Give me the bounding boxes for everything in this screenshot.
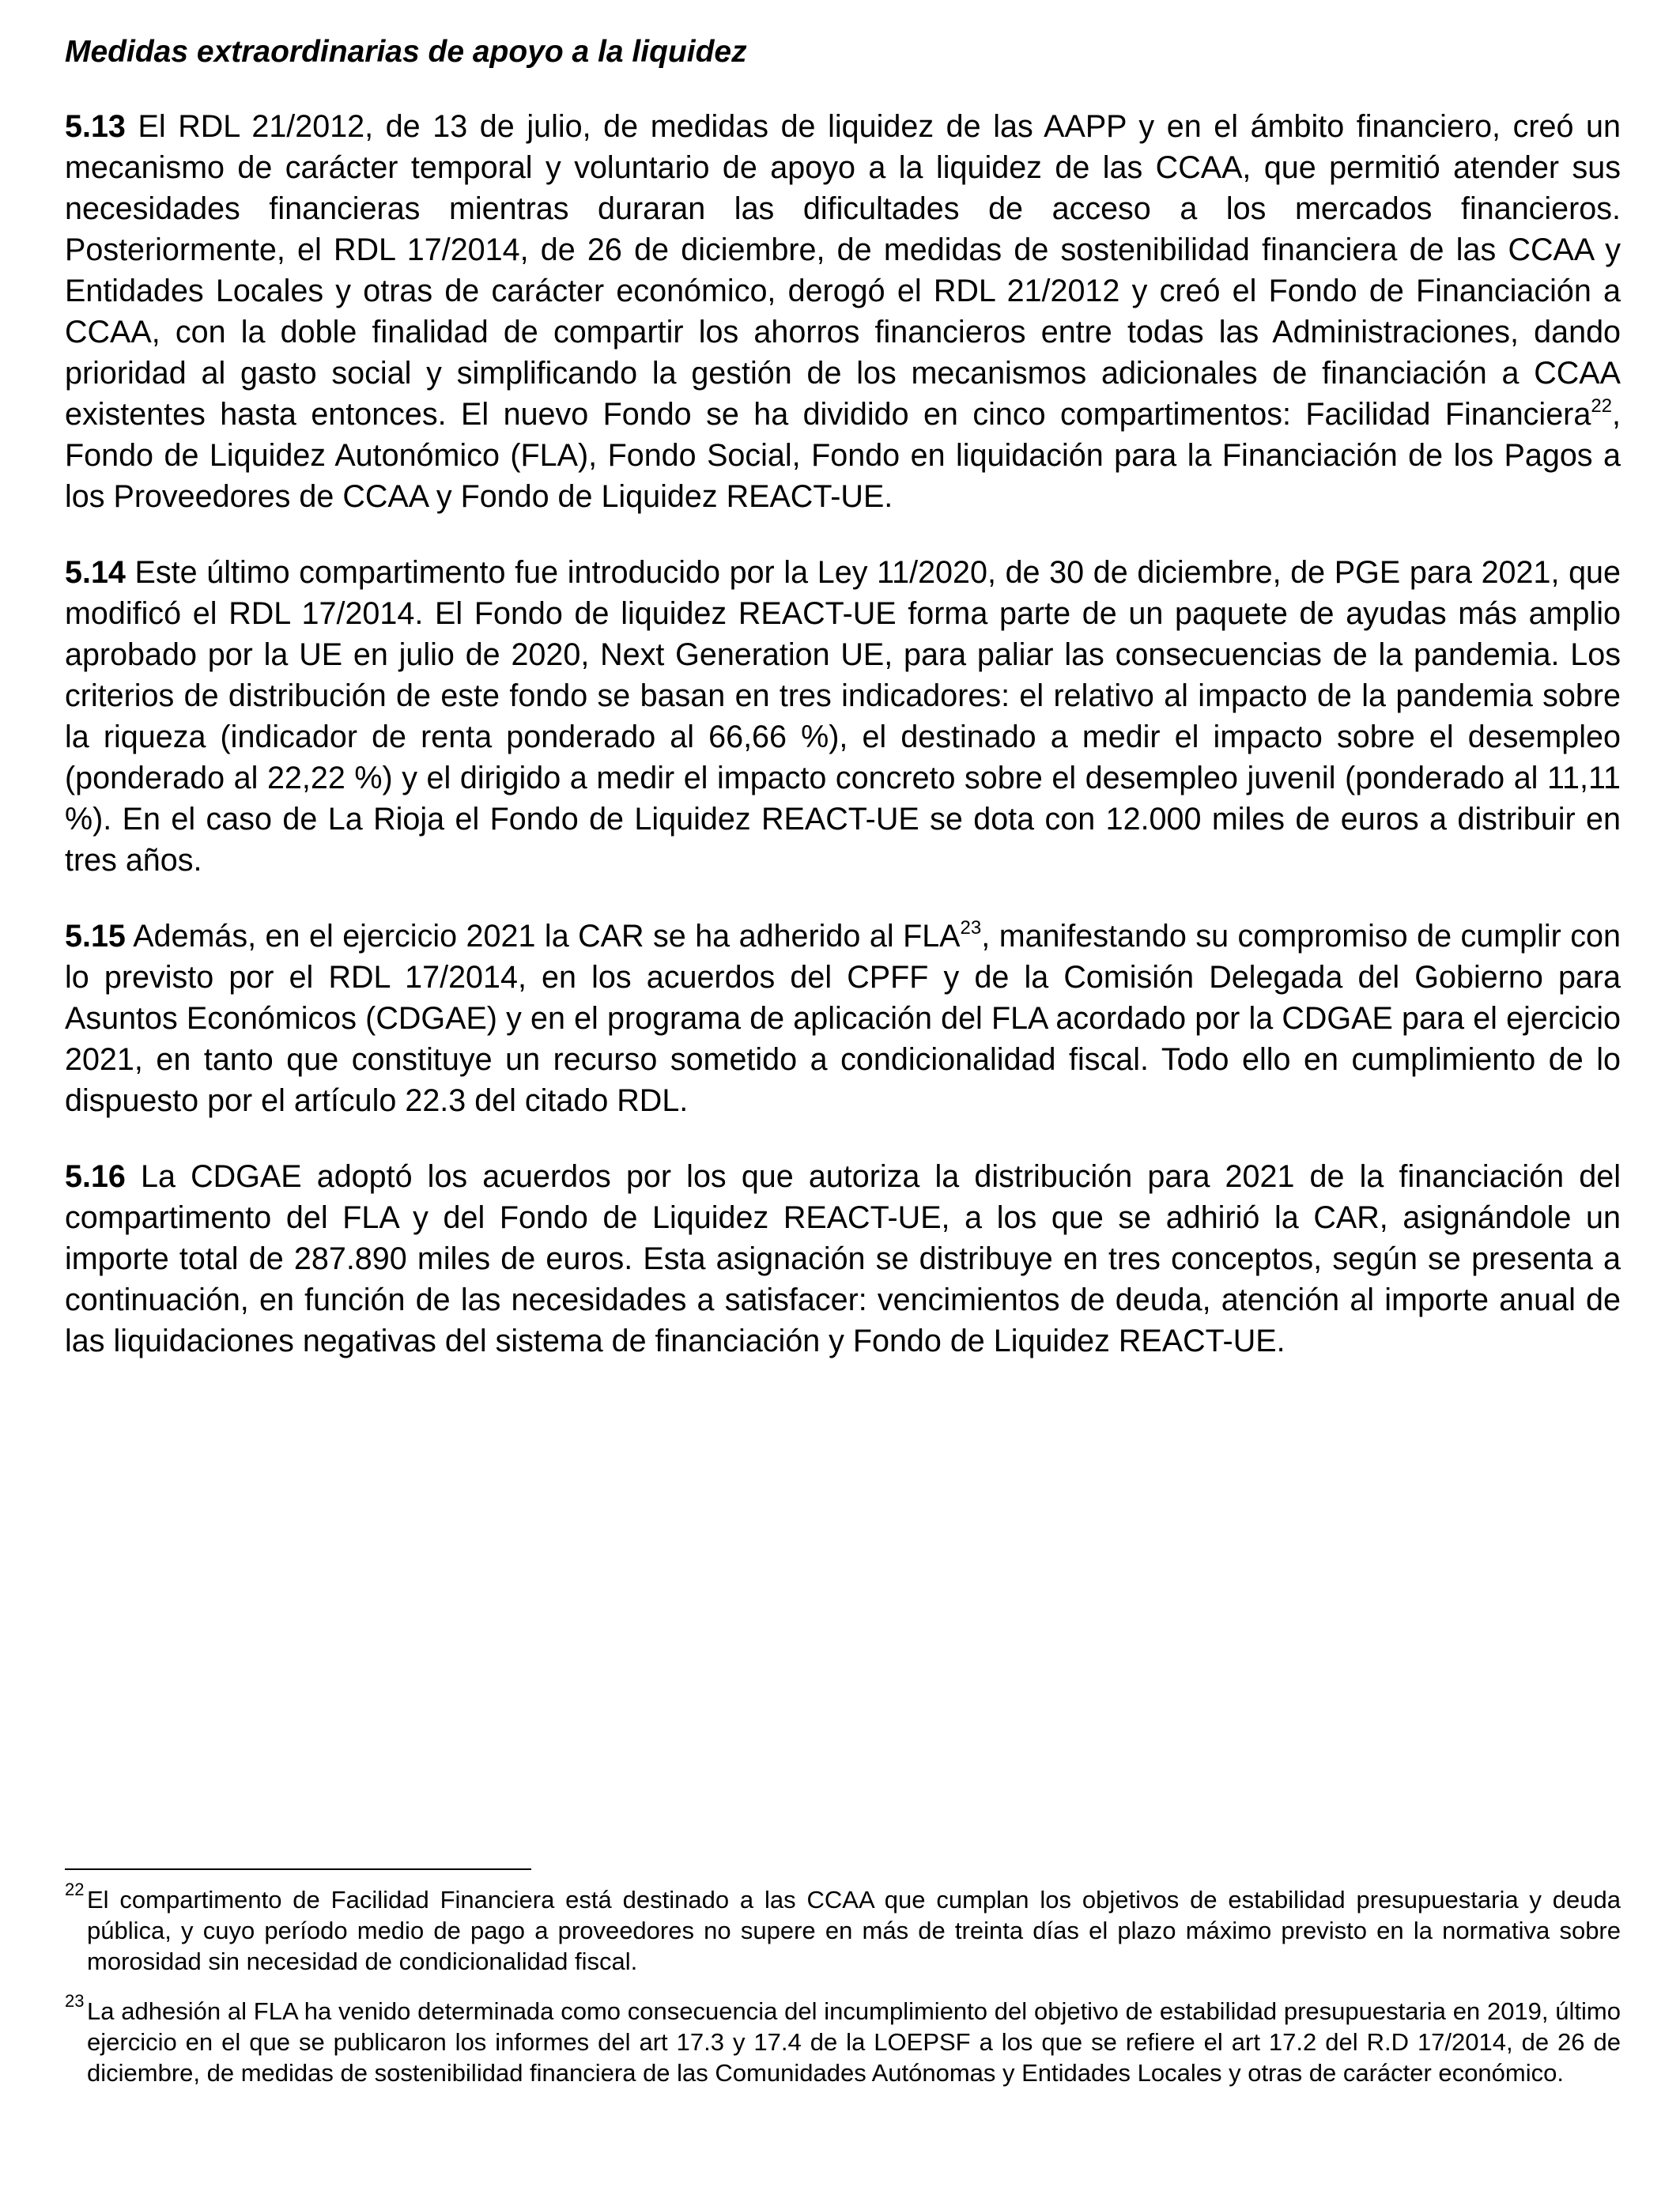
- paragraph-5-16: [65, 1156, 1621, 1362]
- document-page: [65, 32, 1621, 1396]
- paragraph-number: 5.14: [65, 555, 126, 590]
- footnote-mark: 22: [65, 1880, 85, 1899]
- paragraph-text-continued: , manifestando su compromiso de cumplir con lo previsto por el RDL 17/2014, en los acuerdos del CPFF y de la Comisión Delegada del Gobierno para Asuntos Económicos (CDGAE) y en el programa de aplicación del FLA acordado por la CDGAE para el ejercicio 2021, en tanto que constituye un recurso sometido a condicionalidad fiscal. Todo ello en cumplimiento de lo dispuesto por el artículo 22.3 del citado RDL.: [65, 919, 1621, 1118]
- footnote-23: [65, 1991, 1621, 2088]
- paragraph-text: El RDL 21/2012, de 13 de julio, de medidas de liquidez de las AAPP y en el ámbito financiero, creó un mecanismo de carácter temporal y voluntario de apoyo a la liquidez de las CCAA, que permitió atender sus necesidades financieras mientras duraran las dificultades de acceso a los mercados financieros. Posteriormente, el RDL 17/2014, de 26 de diciembre, de medidas de sostenibilidad financiera de las CCAA y Entidades Locales y otras de carácter económico, derogó el RDL 21/2012 y creó el Fondo de Financiación a CCAA, con la doble finalidad de compartir los ahorros financieros entre todas las Administraciones, dando prioridad al gasto social y simplificando la gestión de los mecanismos adicionales de financiación a CCAA existentes hasta entonces. El nuevo Fondo se ha dividido en cinco compartimentos: Facilidad Financiera: [65, 109, 1621, 432]
- footnote-ref-22[interactable]: 22: [1591, 395, 1613, 417]
- footnote-text: El compartimento de Facilidad Financiera está destinado a las CCAA que cumplan los objetivos de estabilidad presupuestaria y deuda pública, y cuyo período medio de pago a proveedores no supere en más de treinta días el plazo máximo previsto en la normativa sobre morosidad sin necesidad de condicionalidad fiscal.: [87, 1886, 1621, 1975]
- paragraph-text-continued: , Fondo de Liquidez Autonómico (FLA), Fondo Social, Fondo en liquidación para la Financiación de los Pagos a los Proveedores de CCAA y Fondo de Liquidez REACT-UE.: [65, 397, 1621, 514]
- paragraph-text: Además, en el ejercicio 2021 la CAR se ha adherido al FLA: [125, 919, 961, 954]
- paragraph-text: Este último compartimento fue introducido por la Ley 11/2020, de 30 de diciembre, de PGE para 2021, que modificó el RDL 17/2014. El Fondo de liquidez REACT-UE forma parte de un paquete de ayudas más amplio aprobado por la UE en julio de 2020, Next Generation UE, para paliar las consecuencias de la pandemia. Los criterios de distribución de este fondo se basan en tres indicadores: el relativo al impacto de la pandemia sobre la riqueza (indicador de renta ponderado al 66,66 %), el destinado a medir el impacto sobre el desempleo (ponderado al 22,22 %) y el dirigido a medir el impacto concreto sobre el desempleo juvenil (ponderado al 11,11 %). En el caso de La Rioja el Fondo de Liquidez REACT-UE se dota con 12.000 miles de euros a distribuir en tres años.: [65, 555, 1621, 878]
- paragraph-text: La CDGAE adoptó los acuerdos por los que autoriza la distribución para 2021 de la financiación del compartimento del FLA y del Fondo de Liquidez REACT-UE, a los que se adhirió la CAR, asignándole un importe total de 287.890 miles de euros. Esta asignación se distribuye en tres conceptos, según se presenta a continuación, en función de las necesidades a satisfacer: vencimientos de deuda, atención al importe anual de las liquidaciones negativas del sistema de financiación y Fondo de Liquidez REACT-UE.: [65, 1159, 1621, 1358]
- paragraph-5-14: [65, 552, 1621, 881]
- paragraph-5-13: [65, 106, 1621, 517]
- paragraph-number: 5.13: [65, 109, 126, 144]
- paragraph-number: 5.16: [65, 1159, 126, 1194]
- footnotes-section: [65, 1868, 1621, 2107]
- footnote-mark: 23: [65, 1991, 85, 2011]
- paragraph-number: 5.15: [65, 919, 126, 954]
- footnote-22: [65, 1880, 1621, 1977]
- section-heading: Medidas extraordinarias de apoyo a la liquidez: [65, 35, 747, 69]
- footnote-separator: [65, 1868, 531, 1870]
- paragraph-5-15: [65, 916, 1621, 1121]
- footnote-ref-23[interactable]: 23: [960, 916, 982, 939]
- footnote-text: La adhesión al FLA ha venido determinada como consecuencia del incumplimiento del objetivo de estabilidad presupuestaria en 2019, último ejercicio en el que se publicaron los informes del art 17.3 y 17.4 de la LOEPSF a los que se refiere el art 17.2 del R.D 17/2014, de 26 de diciembre, de medidas de sostenibilidad financiera de las Comunidades Autónomas y Entidades Locales y otras de carácter económico.: [87, 1997, 1621, 2087]
